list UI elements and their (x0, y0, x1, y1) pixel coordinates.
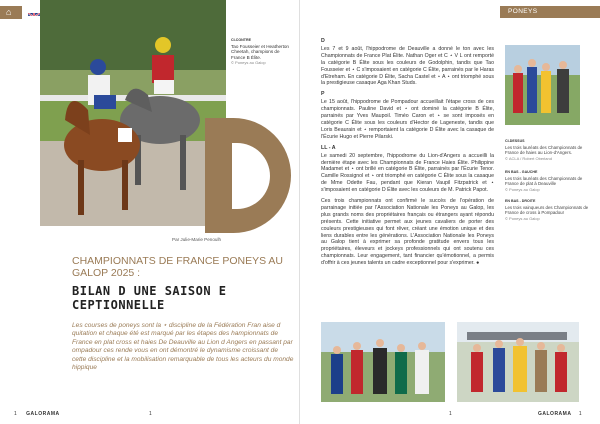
author-credit: Par Julie-Marie Penoulh (172, 237, 222, 242)
caption-lion-angers (505, 139, 595, 161)
caption-credit: © Poneys au Galop (231, 60, 266, 66)
subtitle-pompadour: P (321, 91, 325, 98)
caption-label: CI-DESSUS (505, 139, 525, 143)
paragraph-conclusion: Ces trois championnats ont confirmé le succès de l'opération de parrainage initiée par l'Association Nationale les Poneys au Galop, les plus grands noms des propriétaires français ou étrangers ayant répondu présents. Cette initiative permet aux jeunes cavaliers de porter des couleurs prestigieuses qui font rêver, créant une émotion unique et des liens durables entre les générations. L'Association Nationale les Poneys au Galop tient à exprimer sa profonde gratitude envers tous les propriétaires, éleveurs et jockeys professionnels qui ont soutenu ces championnats. Leur engagement, tant financier qu'émotionnel, a permis d'offrir à ces jeunes talents un cadre exceptionnel pour s'exprimer. ● (321, 198, 494, 267)
caption-text: Les trois vainqueurs des Championnats de France de cross à Pompadour (505, 204, 589, 215)
caption-text: Les trois lauréats des Championnats de France de plat à Deauville (505, 175, 583, 186)
home-icon[interactable]: ⌂ (6, 7, 12, 17)
subtitle-deauville: D (321, 38, 325, 44)
article-intro: Les courses de poneys sont la ⋆ discipline de la Fédération Fran aise d quitation et chaque été est marqué par les étapes des hampionnats de France en plat cross et haies De Deauville au Lion d Angers en passant par ompadour ces rende vous en ont démontré le dynamisme croissant de cette discipline et la mobilisation remarquable de tous les acteurs du monde hippique (72, 322, 294, 372)
caption-label: EN BAS - GAUCHE (505, 170, 538, 174)
uk-flag-icon[interactable] (28, 8, 40, 16)
paragraph-lion-angers: Le samedi 20 septembre, l'hippodrome du Lion-d'Angers a accueilli la dernière étape avec les Championnats de France Haies Élite. Philippine Madamet et ⋆ ont brillé en catégorie B Élite, parrainés par l'Écurie Tenor. Camille Rossignol et ⋆ ont triomphé en catégorie C Élite sous la casaque de Mme Odette Fau, pendant que Kieran Vaupil Fitzpatrick et ⋆ s'imposaient en catégorie D Élite avec les couleurs de M. Patrick Papot. (321, 152, 494, 194)
racing-horses-photo (40, 0, 226, 226)
podium-photo-lion-angers (505, 45, 580, 125)
right-footer-marker: 1 (449, 411, 452, 417)
page-number: 1 (578, 411, 582, 417)
magazine-brand: GALORAMA (538, 411, 572, 417)
caption-deauville (505, 170, 595, 192)
caption-text: Tao Fousseier et Heatherton Cheetah, champions de France B Élite. (231, 43, 289, 60)
subtitle-lion-angers: LL - A (321, 144, 336, 151)
caption-text: Les trois lauréats des Championnats de France de haies au Lion-d'Angers. (505, 144, 583, 155)
caption-credit: © ACLA / Robert Oberland (505, 155, 552, 161)
page-number: 1 (14, 411, 17, 417)
section-tab[interactable] (500, 6, 600, 18)
podium-photo-pompadour (457, 322, 579, 402)
main-photo-caption (231, 38, 295, 66)
article-body (321, 38, 494, 271)
article-headline: BILAN D UNE SAISON E CEPTIONNELLE (72, 284, 227, 312)
caption-label: EN BAS - DROITE (505, 199, 536, 203)
article-kicker: CHAMPIONNATS DE FRANCE PONEYS AU GALOP 2025 : (72, 255, 284, 279)
section-label: PONEYS (508, 8, 538, 15)
caption-pompadour (505, 199, 595, 221)
left-footer-marker: 1 (149, 411, 152, 417)
paragraph-deauville: Les 7 et 9 août, l'hippodrome de Deauville a donné le ton avec les Championnats de France Plat Élite. Nathan Oger et C ⋆ V L ont remporté la catégorie B Élite sous les couleurs de Godolphin, tandis que Tao Fousseier et ⋆ C s'imposaient en catégorie C Élite, parrainés par le Haras d'Etreham. En catégorie D Élite, Sacha Castel et ⋆ A ⋆ ont triomphé sous la prestigieuse casaque Aga Khan Studs. (321, 45, 494, 87)
right-page (300, 0, 600, 424)
home-tab[interactable] (0, 6, 22, 19)
right-footer (538, 411, 582, 417)
paragraph-pompadour: Le 15 août, l'hippodrome de Pompadour accueillait l'étape cross de ces championnats. Pauline David et ⋆ ont dominé la catégorie B Élite, parrainés par Yves Maupoil. Timéo Caron et ⋆ se sont imposés en catégorie C Élite sous les couleurs d'Hector de Lageneste, tandis que Loris Beaurain et ⋆ remportaient la catégorie D Élite avec la casaque de l'Écurie Hugo et Pierre Pilarski. (321, 99, 494, 140)
caption-credit: © Poneys au Galop (505, 215, 540, 221)
magazine-brand: GALORAMA (26, 411, 60, 417)
caption-label: CI-CONTRE (231, 38, 251, 42)
podium-photo-deauville (321, 322, 445, 402)
caption-credit: © Poneys au Galop (505, 186, 540, 192)
left-footer (14, 411, 60, 417)
